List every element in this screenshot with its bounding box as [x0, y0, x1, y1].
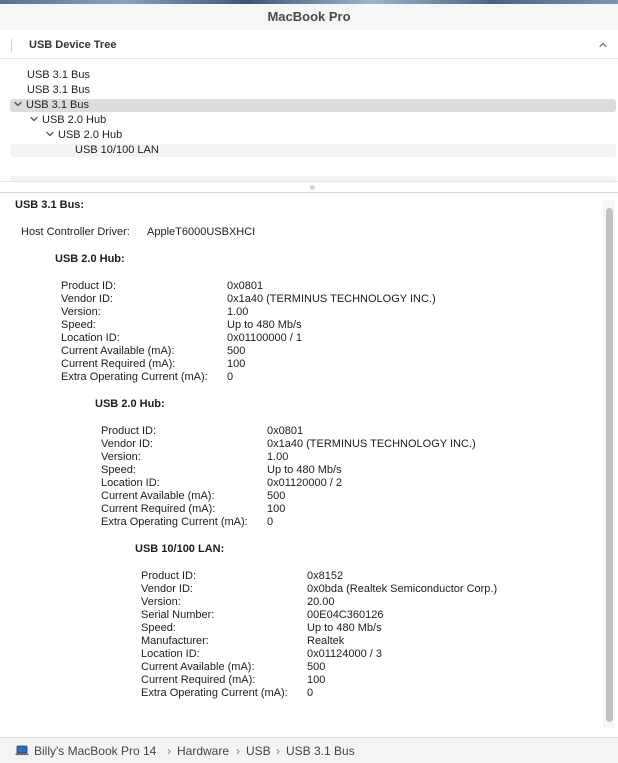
breadcrumb-separator: › — [236, 744, 240, 758]
property-label: Location ID: — [101, 477, 160, 489]
property-value: 0x0801 — [227, 280, 264, 292]
property-value: 500 — [307, 661, 326, 673]
scrollbar-thumb[interactable] — [606, 208, 613, 722]
property-value: 20.00 — [307, 596, 335, 608]
tree-empty-row — [10, 176, 616, 181]
hub1-title: USB 2.0 Hub: — [55, 253, 125, 265]
property-value: 0 — [307, 687, 314, 699]
property-value: 0x1a40 (TERMINUS TECHNOLOGY INC.) — [227, 293, 436, 305]
breadcrumb-separator: › — [276, 744, 280, 758]
property-label: Speed: — [61, 319, 96, 331]
chevron-down-icon[interactable] — [29, 114, 39, 124]
property-value: 0x0801 — [267, 425, 304, 437]
property-label: Extra Operating Current (mA): — [141, 687, 288, 699]
tree-item-label: USB 3.1 Bus — [26, 99, 89, 111]
splitter-handle-icon[interactable] — [310, 185, 315, 190]
property-value: 0x01124000 / 3 — [307, 648, 383, 660]
property-label: Speed: — [141, 622, 176, 634]
breadcrumb-usb31-bus[interactable]: USB 3.1 Bus — [286, 744, 355, 758]
pane-splitter[interactable] — [0, 181, 618, 191]
property-label: Vendor ID: — [141, 583, 193, 595]
chevron-down-icon[interactable] — [13, 99, 23, 109]
property-label: Location ID: — [141, 648, 200, 660]
host-controller-value: AppleT6000USBXHCI — [147, 226, 256, 238]
tree-item-usb31-bus-2[interactable] — [27, 84, 90, 97]
tree-header-label: USB Device Tree — [29, 39, 117, 51]
property-value: 0 — [267, 516, 274, 528]
tree-item-label: USB 10/100 LAN — [75, 144, 159, 156]
tree-item-label: USB 3.1 Bus — [27, 84, 90, 96]
detail-scrollbar[interactable] — [603, 200, 615, 728]
tree-item-usb31-bus-3[interactable] — [13, 99, 89, 112]
device-detail-pane — [0, 193, 618, 736]
column-divider — [11, 39, 12, 52]
tree-item-usb31-bus-1[interactable] — [27, 69, 90, 82]
property-label: Extra Operating Current (mA): — [101, 516, 248, 528]
property-value: 1.00 — [227, 306, 249, 318]
breadcrumb-separator: › — [167, 744, 171, 758]
property-value: 0 — [227, 371, 234, 383]
property-label: Product ID: — [141, 570, 197, 582]
property-label: Current Required (mA): — [141, 674, 256, 686]
property-label: Version: — [141, 596, 181, 608]
property-label: Location ID: — [61, 332, 120, 344]
property-value: Up to 480 Mb/s — [227, 319, 302, 331]
tree-item-usb-lan[interactable] — [75, 144, 159, 157]
property-value: 00E04C360126 — [307, 609, 384, 621]
property-label: Current Available (mA): — [101, 490, 215, 502]
property-label: Current Available (mA): — [141, 661, 255, 673]
property-label: Vendor ID: — [61, 293, 113, 305]
sort-chevron-up-icon[interactable] — [598, 40, 608, 50]
property-label: Current Required (mA): — [61, 358, 176, 370]
property-label: Current Required (mA): — [101, 503, 216, 515]
tree-item-label: USB 2.0 Hub — [42, 114, 107, 126]
property-value: 1.00 — [267, 451, 289, 463]
property-value: 500 — [267, 490, 286, 502]
property-label: Version: — [101, 451, 141, 463]
tree-item-usb20-hub-1[interactable] — [29, 114, 106, 127]
chevron-down-icon[interactable] — [45, 129, 55, 139]
hub2-title: USB 2.0 Hub: — [95, 398, 165, 410]
property-value: Up to 480 Mb/s — [267, 464, 342, 476]
property-label: Product ID: — [101, 425, 157, 437]
tree-item-usb20-hub-2[interactable] — [45, 129, 122, 142]
property-label: Version: — [61, 306, 101, 318]
property-label: Extra Operating Current (mA): — [61, 371, 208, 383]
host-controller-label: Host Controller Driver: — [21, 226, 130, 238]
property-value: 100 — [267, 503, 286, 515]
usb-device-tree — [0, 60, 618, 180]
property-label: Speed: — [101, 464, 136, 476]
property-value: 0x1a40 (TERMINUS TECHNOLOGY INC.) — [267, 438, 476, 450]
property-value: 0x8152 — [307, 570, 344, 582]
tree-item-label: USB 3.1 Bus — [27, 69, 90, 81]
property-value: 500 — [227, 345, 246, 357]
path-bar — [0, 737, 618, 763]
property-label: Manufacturer: — [141, 635, 209, 647]
window-title: MacBook Pro — [0, 4, 618, 30]
breadcrumb-usb[interactable]: USB — [246, 744, 271, 758]
laptop-icon — [15, 745, 29, 756]
breadcrumb-computer[interactable]: Billy's MacBook Pro 14 — [34, 744, 157, 758]
property-value: 0x01100000 / 1 — [227, 332, 303, 344]
property-label: Product ID: — [61, 280, 117, 292]
property-label: Serial Number: — [141, 609, 215, 621]
lan-title: USB 10/100 LAN: — [135, 543, 225, 555]
property-value: 100 — [227, 358, 246, 370]
property-value: 0x01120000 / 2 — [267, 477, 343, 489]
property-value: 0x0bda (Realtek Semiconductor Corp.) — [307, 583, 498, 595]
property-label: Current Available (mA): — [61, 345, 175, 357]
property-value: Realtek — [307, 635, 345, 647]
property-label: Vendor ID: — [101, 438, 153, 450]
tree-item-selected-highlight — [10, 99, 616, 112]
bus-title: USB 3.1 Bus: — [15, 199, 85, 211]
property-value: 100 — [307, 674, 326, 686]
property-value: Up to 480 Mb/s — [307, 622, 382, 634]
tree-item-label: USB 2.0 Hub — [58, 129, 123, 141]
tree-column-header[interactable] — [0, 32, 618, 59]
breadcrumb-hardware[interactable]: Hardware — [177, 744, 230, 758]
